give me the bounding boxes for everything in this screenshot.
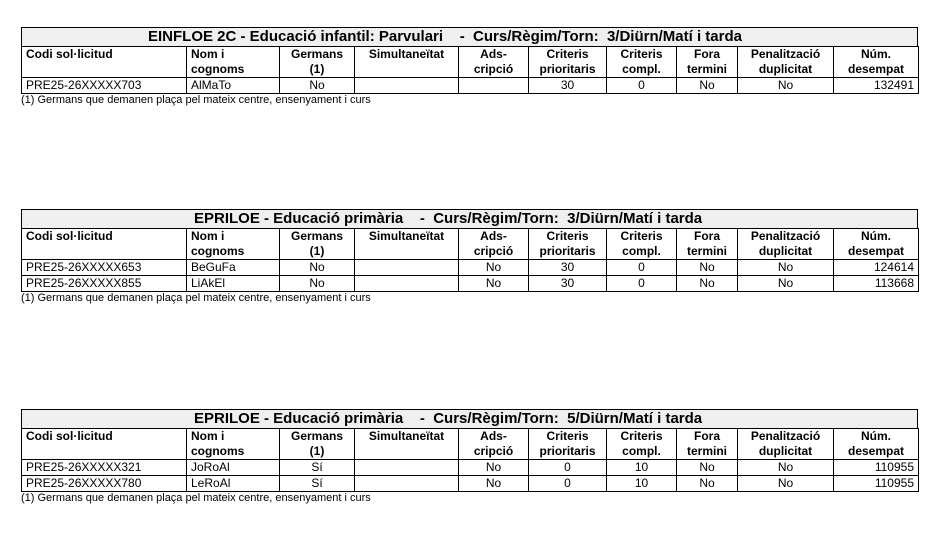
table-title-bar xyxy=(21,409,918,428)
header-nom: Nom i cognoms xyxy=(187,429,280,460)
cell-fora: No xyxy=(677,476,738,492)
table-row xyxy=(22,276,919,292)
header-desempat: Núm. desempat xyxy=(834,429,919,460)
cell-compl: 10 xyxy=(607,460,677,476)
cell-compl: 0 xyxy=(607,260,677,276)
table-row xyxy=(22,78,919,94)
table-title: EINFLOE 2C - Educació infantil: Parvulari - Curs/Règim/Torn: 3/Diürn/Matí i tarda xyxy=(148,28,742,45)
header-compl: Criteris compl. xyxy=(607,229,677,260)
cell-prioritaris: 0 xyxy=(529,460,607,476)
header-row xyxy=(22,229,919,260)
header-fora: Fora termini xyxy=(677,429,738,460)
admissions-table xyxy=(21,46,919,94)
table-row xyxy=(22,260,919,276)
cell-penalitzacio: No xyxy=(738,260,834,276)
table-title-bar xyxy=(21,209,918,228)
cell-nom: JoRoAl xyxy=(187,460,280,476)
cell-adscripcio: No xyxy=(459,276,529,292)
header-penalitzacio: Penalització duplicitat xyxy=(738,429,834,460)
header-adscripcio: Ads- cripció xyxy=(459,429,529,460)
cell-nom: LiAkEl xyxy=(187,276,280,292)
header-compl: Criteris compl. xyxy=(607,47,677,78)
cell-desempat: 124614 xyxy=(834,260,919,276)
header-codi: Codi sol·licitud xyxy=(22,47,187,78)
cell-fora: No xyxy=(677,276,738,292)
cell-adscripcio: No xyxy=(459,260,529,276)
table-row xyxy=(22,460,919,476)
header-adscripcio: Ads- cripció xyxy=(459,47,529,78)
header-desempat: Núm. desempat xyxy=(834,229,919,260)
cell-penalitzacio: No xyxy=(738,476,834,492)
cell-adscripcio: No xyxy=(459,460,529,476)
cell-codi: PRE25-26XXXXX780 xyxy=(22,476,187,492)
cell-adscripcio xyxy=(459,78,529,94)
cell-germans: No xyxy=(280,260,355,276)
cell-nom: LeRoAl xyxy=(187,476,280,492)
admissions-table xyxy=(21,428,919,492)
cell-prioritaris: 30 xyxy=(529,276,607,292)
cell-compl: 0 xyxy=(607,276,677,292)
cell-compl: 0 xyxy=(607,78,677,94)
cell-penalitzacio: No xyxy=(738,460,834,476)
cell-germans: No xyxy=(280,78,355,94)
header-prioritaris: Criteris prioritaris xyxy=(529,229,607,260)
cell-desempat: 110955 xyxy=(834,460,919,476)
cell-desempat: 132491 xyxy=(834,78,919,94)
cell-prioritaris: 30 xyxy=(529,260,607,276)
header-nom: Nom i cognoms xyxy=(187,229,280,260)
cell-germans: No xyxy=(280,276,355,292)
cell-codi: PRE25-26XXXXX653 xyxy=(22,260,187,276)
cell-simultaneitat xyxy=(355,476,459,492)
cell-desempat: 110955 xyxy=(834,476,919,492)
cell-codi: PRE25-26XXXXX321 xyxy=(22,460,187,476)
footnote: (1) Germans que demanen plaça pel mateix centre, ensenyament i curs xyxy=(21,94,371,106)
cell-compl: 10 xyxy=(607,476,677,492)
header-codi: Codi sol·licitud xyxy=(22,429,187,460)
cell-fora: No xyxy=(677,260,738,276)
header-germans: Germans (1) xyxy=(280,229,355,260)
header-fora: Fora termini xyxy=(677,47,738,78)
header-fora: Fora termini xyxy=(677,229,738,260)
cell-fora: No xyxy=(677,460,738,476)
table-row xyxy=(22,476,919,492)
header-prioritaris: Criteris prioritaris xyxy=(529,429,607,460)
cell-simultaneitat xyxy=(355,276,459,292)
cell-germans: Sí xyxy=(280,476,355,492)
table-title-bar xyxy=(21,27,918,46)
table-block-3 xyxy=(21,409,918,505)
header-codi: Codi sol·licitud xyxy=(22,229,187,260)
header-simultaneitat: Simultaneïtat xyxy=(355,47,459,78)
cell-adscripcio: No xyxy=(459,476,529,492)
cell-simultaneitat xyxy=(355,460,459,476)
cell-codi: PRE25-26XXXXX703 xyxy=(22,78,187,94)
cell-prioritaris: 0 xyxy=(529,476,607,492)
admissions-table xyxy=(21,228,919,292)
cell-desempat: 113668 xyxy=(834,276,919,292)
cell-penalitzacio: No xyxy=(738,276,834,292)
cell-fora: No xyxy=(677,78,738,94)
header-row xyxy=(22,47,919,78)
cell-germans: Sí xyxy=(280,460,355,476)
cell-nom: AlMaTo xyxy=(187,78,280,94)
cell-codi: PRE25-26XXXXX855 xyxy=(22,276,187,292)
header-adscripcio: Ads- cripció xyxy=(459,229,529,260)
cell-nom: BeGuFa xyxy=(187,260,280,276)
header-germans: Germans (1) xyxy=(280,429,355,460)
header-simultaneitat: Simultaneïtat xyxy=(355,229,459,260)
cell-penalitzacio: No xyxy=(738,78,834,94)
header-desempat: Núm. desempat xyxy=(834,47,919,78)
footnote: (1) Germans que demanen plaça pel mateix centre, ensenyament i curs xyxy=(21,292,371,304)
cell-prioritaris: 30 xyxy=(529,78,607,94)
cell-simultaneitat xyxy=(355,78,459,94)
footnote: (1) Germans que demanen plaça pel mateix centre, ensenyament i curs xyxy=(21,492,371,504)
table-title: EPRILOE - Educació primària - Curs/Règim/Torn: 3/Diürn/Matí i tarda xyxy=(194,210,703,227)
header-compl: Criteris compl. xyxy=(607,429,677,460)
table-block-1 xyxy=(21,27,918,107)
header-nom: Nom i cognoms xyxy=(187,47,280,78)
cell-simultaneitat xyxy=(355,260,459,276)
header-row xyxy=(22,429,919,460)
table-block-2 xyxy=(21,209,918,305)
header-penalitzacio: Penalització duplicitat xyxy=(738,229,834,260)
header-prioritaris: Criteris prioritaris xyxy=(529,47,607,78)
table-title: EPRILOE - Educació primària - Curs/Règim/Torn: 5/Diürn/Matí i tarda xyxy=(194,410,703,427)
header-penalitzacio: Penalització duplicitat xyxy=(738,47,834,78)
header-simultaneitat: Simultaneïtat xyxy=(355,429,459,460)
header-germans: Germans (1) xyxy=(280,47,355,78)
